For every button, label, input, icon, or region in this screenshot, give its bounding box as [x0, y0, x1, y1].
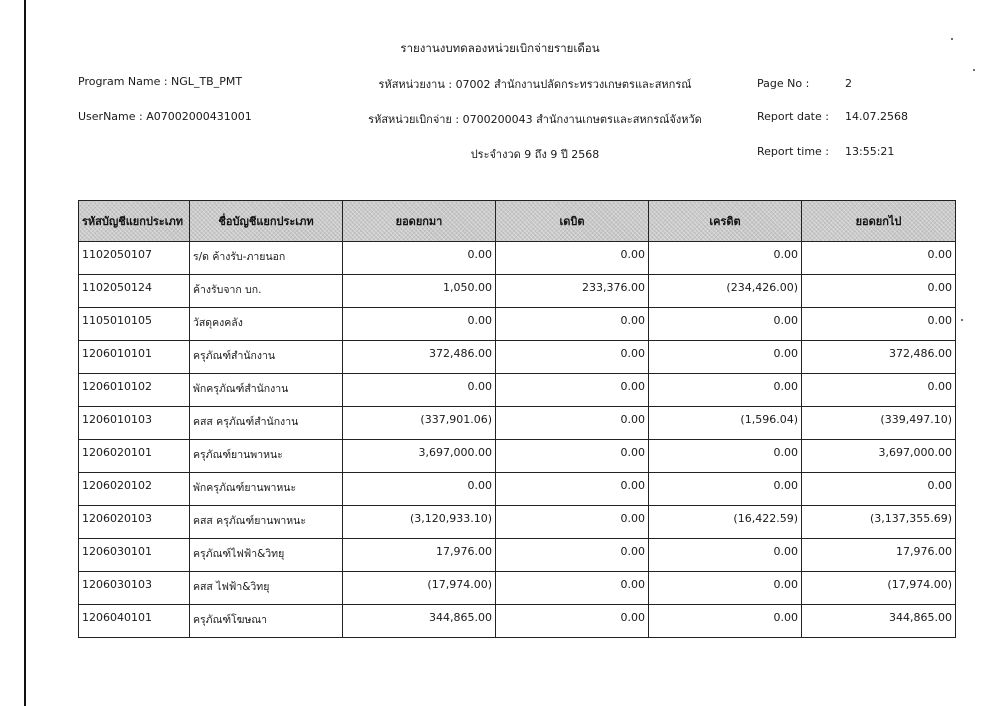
- cell-account-code: 1102050124: [79, 275, 190, 308]
- report-time-label: Report time :: [757, 145, 830, 158]
- table-row: [79, 473, 956, 506]
- cell-credit: (1,596.04): [649, 407, 802, 440]
- cell-account-code: 1206020101: [79, 440, 190, 473]
- header-account-code: รหัสบัญชีแยกประเภท: [79, 201, 190, 242]
- cell-debit: 233,376.00: [496, 275, 649, 308]
- cell-opening-balance: 3,697,000.00: [343, 440, 496, 473]
- cell-credit: 0.00: [649, 605, 802, 638]
- program-name: Program Name : NGL_TB_PMT: [78, 75, 243, 88]
- cell-opening-balance: 0.00: [343, 242, 496, 275]
- cell-account-code: 1105010105: [79, 308, 190, 341]
- cell-credit: (234,426.00): [649, 275, 802, 308]
- table-row: [79, 407, 956, 440]
- table-row: [79, 308, 956, 341]
- cell-account-code: 1206030103: [79, 572, 190, 605]
- cell-opening-balance: 0.00: [343, 473, 496, 506]
- cell-credit: 0.00: [649, 572, 802, 605]
- cell-opening-balance: 17,976.00: [343, 539, 496, 572]
- cell-debit: 0.00: [496, 605, 649, 638]
- scan-speck: [961, 319, 963, 321]
- cell-credit: 0.00: [649, 341, 802, 374]
- cell-credit: 0.00: [649, 308, 802, 341]
- table-row: [79, 341, 956, 374]
- cell-opening-balance: (337,901.06): [343, 407, 496, 440]
- cell-debit: 0.00: [496, 473, 649, 506]
- cell-debit: 0.00: [496, 242, 649, 275]
- cell-account-code: 1206010103: [79, 407, 190, 440]
- cell-credit: 0.00: [649, 374, 802, 407]
- agency-line: รหัสหน่วยงาน : 07002 สำนักงานปลัดกระทรวงเกษตรและสหกรณ์: [378, 78, 692, 91]
- page-no-value: 2: [845, 77, 852, 90]
- cell-opening-balance: (3,120,933.10): [343, 506, 496, 539]
- cell-opening-balance: 372,486.00: [343, 341, 496, 374]
- cell-account-name: ครุภัณฑ์สำนักงาน: [190, 341, 343, 374]
- cell-closing-balance: 0.00: [802, 473, 956, 506]
- cell-debit: 0.00: [496, 308, 649, 341]
- cell-closing-balance: 344,865.00: [802, 605, 956, 638]
- header-closing-balance: ยอดยกไป: [802, 201, 956, 242]
- table-row: [79, 440, 956, 473]
- cell-account-code: 1102050107: [79, 242, 190, 275]
- header-opening-balance: ยอดยกมา: [343, 201, 496, 242]
- scan-speck: [973, 69, 975, 71]
- table-row: [79, 539, 956, 572]
- disbursing-unit-line: รหัสหน่วยเบิกจ่าย : 0700200043 สำนักงานเกษตรและสหกรณ์จังหวัด: [368, 113, 702, 126]
- cell-closing-balance: (3,137,355.69): [802, 506, 956, 539]
- cell-account-code: 1206030101: [79, 539, 190, 572]
- cell-closing-balance: (339,497.10): [802, 407, 956, 440]
- cell-opening-balance: 344,865.00: [343, 605, 496, 638]
- cell-account-code: 1206020102: [79, 473, 190, 506]
- cell-opening-balance: 1,050.00: [343, 275, 496, 308]
- cell-credit: 0.00: [649, 440, 802, 473]
- table-row: [79, 506, 956, 539]
- report-title: รายงานงบทดลองหน่วยเบิกจ่ายรายเดือน: [400, 41, 600, 55]
- report-time-value: 13:55:21: [845, 145, 895, 158]
- cell-account-name: พักครุภัณฑ์สำนักงาน: [190, 374, 343, 407]
- cell-credit: 0.00: [649, 473, 802, 506]
- table-row: [79, 605, 956, 638]
- cell-closing-balance: 372,486.00: [802, 341, 956, 374]
- table-row: [79, 374, 956, 407]
- cell-closing-balance: 3,697,000.00: [802, 440, 956, 473]
- cell-closing-balance: 0.00: [802, 374, 956, 407]
- cell-debit: 0.00: [496, 572, 649, 605]
- page-edge-rule: [24, 0, 26, 706]
- header-account-name: ชื่อบัญชีแยกประเภท: [190, 201, 343, 242]
- page-no-label: Page No :: [757, 77, 810, 90]
- report-date-value: 14.07.2568: [845, 110, 908, 123]
- cell-account-name: พักครุภัณฑ์ยานพาหนะ: [190, 473, 343, 506]
- cell-account-name: ครุภัณฑ์โฆษณา: [190, 605, 343, 638]
- cell-credit: 0.00: [649, 242, 802, 275]
- cell-closing-balance: 0.00: [802, 308, 956, 341]
- cell-debit: 0.00: [496, 539, 649, 572]
- trial-balance-table: [78, 200, 956, 638]
- table-row: [79, 275, 956, 308]
- cell-account-name: คสส ครุภัณฑ์ยานพาหนะ: [190, 506, 343, 539]
- cell-account-name: วัสดุคงคลัง: [190, 308, 343, 341]
- cell-opening-balance: (17,974.00): [343, 572, 496, 605]
- cell-opening-balance: 0.00: [343, 308, 496, 341]
- cell-debit: 0.00: [496, 407, 649, 440]
- cell-account-name: คสส ไฟฟ้า&วิทยุ: [190, 572, 343, 605]
- cell-closing-balance: 17,976.00: [802, 539, 956, 572]
- cell-debit: 0.00: [496, 341, 649, 374]
- cell-credit: (16,422.59): [649, 506, 802, 539]
- cell-account-code: 1206020103: [79, 506, 190, 539]
- report-date-label: Report date :: [757, 110, 829, 123]
- cell-account-name: ร/ด ค้างรับ-ภายนอก: [190, 242, 343, 275]
- cell-account-name: คสส ครุภัณฑ์สำนักงาน: [190, 407, 343, 440]
- cell-account-name: ครุภัณฑ์ไฟฟ้า&วิทยุ: [190, 539, 343, 572]
- cell-debit: 0.00: [496, 440, 649, 473]
- cell-account-code: 1206010101: [79, 341, 190, 374]
- cell-account-code: 1206010102: [79, 374, 190, 407]
- header-debit: เดบิต: [496, 201, 649, 242]
- cell-closing-balance: (17,974.00): [802, 572, 956, 605]
- table-row: [79, 242, 956, 275]
- username: UserName : A07002000431001: [78, 110, 252, 123]
- cell-closing-balance: 0.00: [802, 242, 956, 275]
- cell-closing-balance: 0.00: [802, 275, 956, 308]
- cell-credit: 0.00: [649, 539, 802, 572]
- cell-account-name: ครุภัณฑ์ยานพาหนะ: [190, 440, 343, 473]
- cell-account-name: ค้างรับจาก บก.: [190, 275, 343, 308]
- period-line: ประจำงวด 9 ถึง 9 ปี 2568: [470, 148, 600, 161]
- cell-debit: 0.00: [496, 374, 649, 407]
- cell-opening-balance: 0.00: [343, 374, 496, 407]
- header-credit: เครดิต: [649, 201, 802, 242]
- cell-debit: 0.00: [496, 506, 649, 539]
- table-header-row: [79, 201, 956, 242]
- table-row: [79, 572, 956, 605]
- cell-account-code: 1206040101: [79, 605, 190, 638]
